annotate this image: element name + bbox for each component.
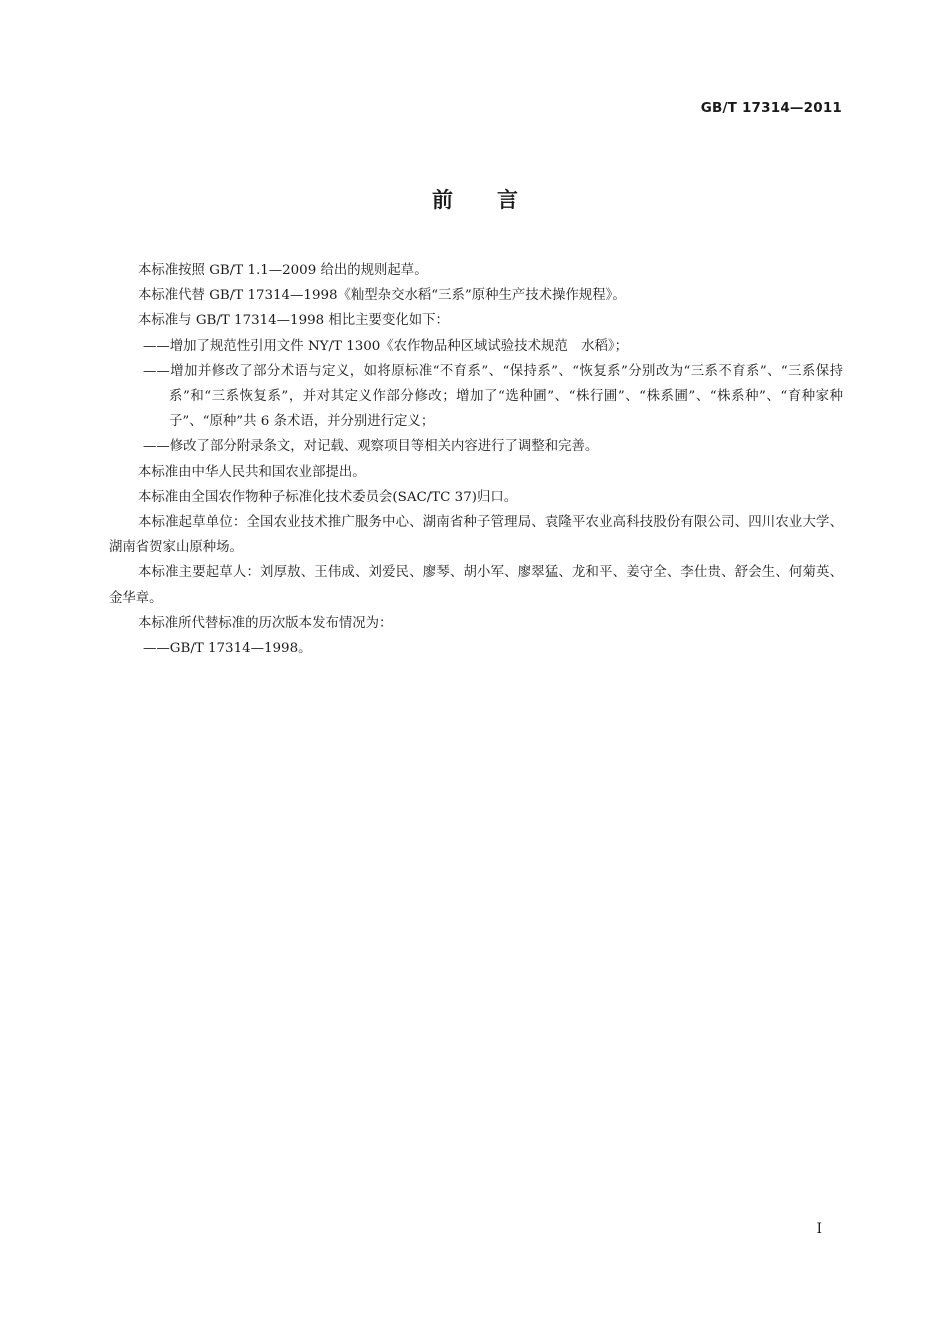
paragraph-under-jurisdiction: 本标准由全国农作物种子标准化技术委员会(SAC/TC 37)归口。 — [138, 489, 518, 505]
list-item-history-version: ——GB/T 17314—1998。 — [143, 641, 312, 657]
paragraph-drafters: 本标准主要起草人：刘厚敖、王伟成、刘爱民、廖琴、胡小军、廖翠猛、龙和平、姜守全、李仕贵、舒会生、何菊英、金华章。 — [109, 565, 843, 606]
page-title: 前言 — [432, 188, 562, 212]
paragraph-drafting-rules: 本标准按照 GB/T 1.1—2009 给出的规则起草。 — [138, 263, 428, 278]
standard-number: GB/T 17314—2011 — [700, 100, 842, 116]
list-item-change-terms: ——增加并修改了部分术语与定义，如将原标准“不育系”、“保持系”、“恢复系”分别改为“三系不育系”、“三系保持系”和“三系恢复系”，并对其定义作部分修改；增加了“选种圃”、“株行圃”、“株系圃”、“株系种”、“育种家种子”、“原种”共 6 条术语，并分别进行定义； — [143, 363, 843, 430]
paragraph-drafting-units: 本标准起草单位：全国农业技术推广服务中心、湖南省种子管理局、袁隆平农业高科技股份有限公司、四川农业大学、湖南省贺家山原种场。 — [109, 515, 843, 556]
list-item-change-annex: ——修改了部分附录条文，对记载、观察项目等相关内容进行了调整和完善。 — [143, 439, 599, 455]
page-number: I — [816, 1221, 822, 1237]
document-body — [109, 258, 843, 661]
paragraph-changes-intro: 本标准与 GB/T 17314—1998 相比主要变化如下： — [138, 313, 449, 329]
list-item-change-references: ——增加了规范性引用文件 NY/T 1300《农作物品种区域试验技术规范 水稻》； — [143, 338, 628, 354]
paragraph-proposed-by: 本标准由中华人民共和国农业部提出。 — [138, 464, 366, 480]
paragraph-history-intro: 本标准所代替标准的历次版本发布情况为： — [138, 615, 393, 631]
paragraph-replaces: 本标准代替 GB/T 17314—1998《籼型杂交水稻“三系”原种生产技术操作规程》。 — [138, 288, 626, 304]
